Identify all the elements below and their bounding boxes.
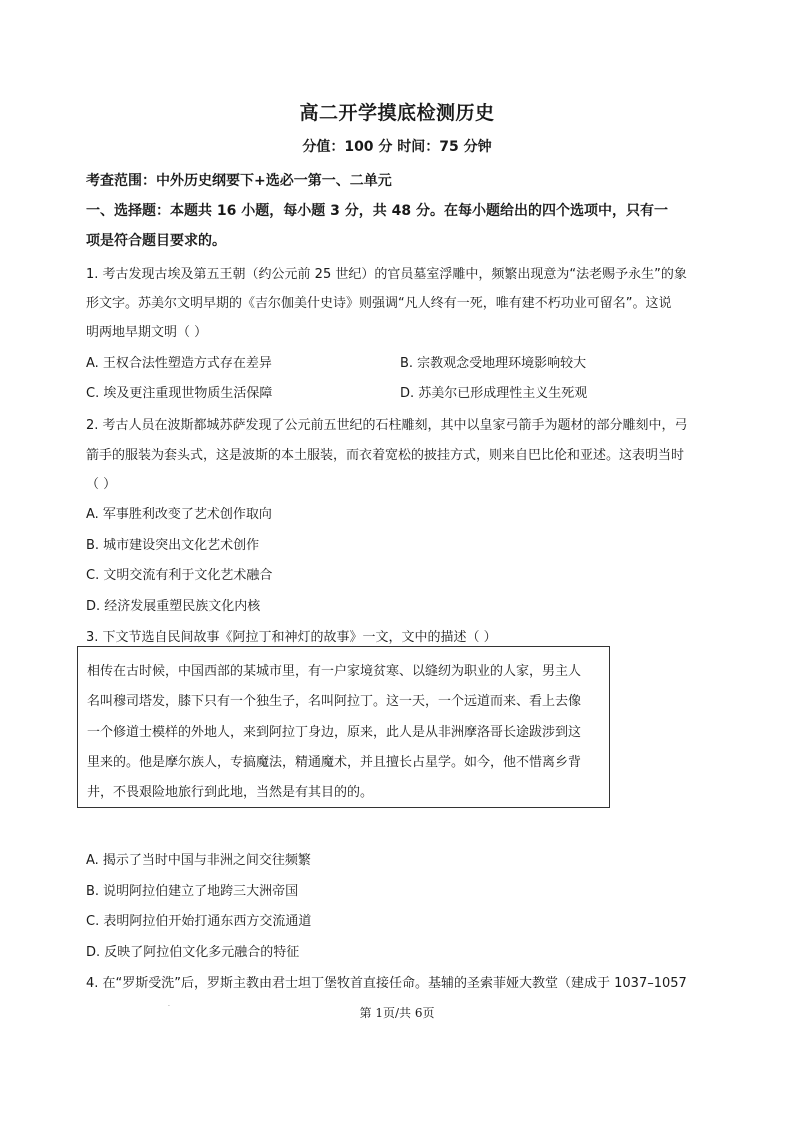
- q3-option-b: B. 说明阿拉伯建立了地跨三大洲帝国: [86, 884, 299, 899]
- exam-scope: 考查范围：中外历史纲要下+选必一第一、二单元: [86, 173, 392, 189]
- q3-stem: 3. 下文节选自民间故事《阿拉丁和神灯的故事》一文，文中的描述（ ）: [86, 630, 497, 645]
- q1-stem-line1: 1. 考古发现古埃及第五王朝（约公元前 25 世纪）的官员墓室浮雕中，频繁出现意为“法老赐予永生”的象: [86, 267, 687, 282]
- q2-stem-line3: （ ）: [86, 477, 117, 492]
- q1-option-c: C. 埃及更注重现世物质生活保障: [86, 386, 273, 401]
- q1-stem-line2: 形文字。苏美尔文明早期的《吉尔伽美什史诗》则强调“凡人终有一死，唯有建不朽功业可留名”。这说: [86, 296, 672, 311]
- score-time-info: 分值：100 分 时间：75 分钟: [302, 139, 492, 155]
- q3-passage-line4: 里来的。他是摩尔族人，专搞魔法，精通魔术，并且擅长占星学。如今，他不惜离乡背: [87, 755, 582, 770]
- page-number: 第 1页/共 6页: [359, 1006, 435, 1020]
- q3-passage-line2: 名叫穆司塔发，膝下只有一个独生子，名叫阿拉丁。这一天，一个远道而来、看上去像: [87, 694, 582, 709]
- footer-dot: .: [168, 1001, 170, 1008]
- q1-stem-line3: 明两地早期文明（ ）: [86, 325, 208, 340]
- q2-option-c: C. 文明交流有利于文化艺术融合: [86, 568, 273, 583]
- q3-passage-box: [77, 646, 610, 808]
- q2-option-b: B. 城市建设突出文化艺术创作: [86, 538, 260, 553]
- q2-option-d: D. 经济发展重塑民族文化内核: [86, 599, 261, 614]
- q3-option-a: A. 揭示了当时中国与非洲之间交往频繁: [86, 853, 311, 868]
- q3-passage-line3: 一个修道士模样的外地人，来到阿拉丁身边，原来，此人是从非洲摩洛哥长途跋涉到这: [87, 725, 582, 740]
- q3-passage-line5: 井，不畏艰险地旅行到此地，当然是有其目的的。: [87, 785, 374, 800]
- q2-stem-line1: 2. 考古人员在波斯都城苏萨发现了公元前五世纪的石柱雕刻，其中以皇家弓箭手为题材的部分雕刻中，弓: [86, 418, 688, 433]
- q3-option-c: C. 表明阿拉伯开始打通东西方交流通道: [86, 914, 312, 929]
- q1-option-d: D. 苏美尔已形成理性主义生死观: [400, 386, 588, 401]
- q4-stem-line1: 4. 在“罗斯受洗”后，罗斯主教由君士坦丁堡牧首直接任命。基辅的圣索菲娅大教堂（建成于 1037–1057: [86, 976, 687, 991]
- q1-option-a: A. 王权合法性塑造方式存在差异: [86, 356, 272, 371]
- q3-passage-line1: 相传在古时候，中国西部的某城市里，有一户家境贫寒、以缝纫为职业的人家，男主人: [87, 664, 582, 679]
- q1-option-b: B. 宗教观念受地理环境影响较大: [400, 356, 587, 371]
- section-heading-line1: 一、选择题：本题共 16 小题，每小题 3 分，共 48 分。在每小题给出的四个选项中，只有一: [86, 203, 668, 219]
- q2-option-a: A. 军事胜利改变了艺术创作取向: [86, 507, 272, 522]
- q3-option-d: D. 反映了阿拉伯文化多元融合的特征: [86, 945, 300, 960]
- section-heading-line2: 项是符合题目要求的。: [86, 233, 226, 249]
- page-title: 高二开学摸底检测历史: [299, 102, 495, 124]
- q2-stem-line2: 箭手的服装为套头式，这是波斯的本土服装，而衣着宽松的披挂方式，则来自巴比伦和亚述。这表明当时: [86, 448, 685, 463]
